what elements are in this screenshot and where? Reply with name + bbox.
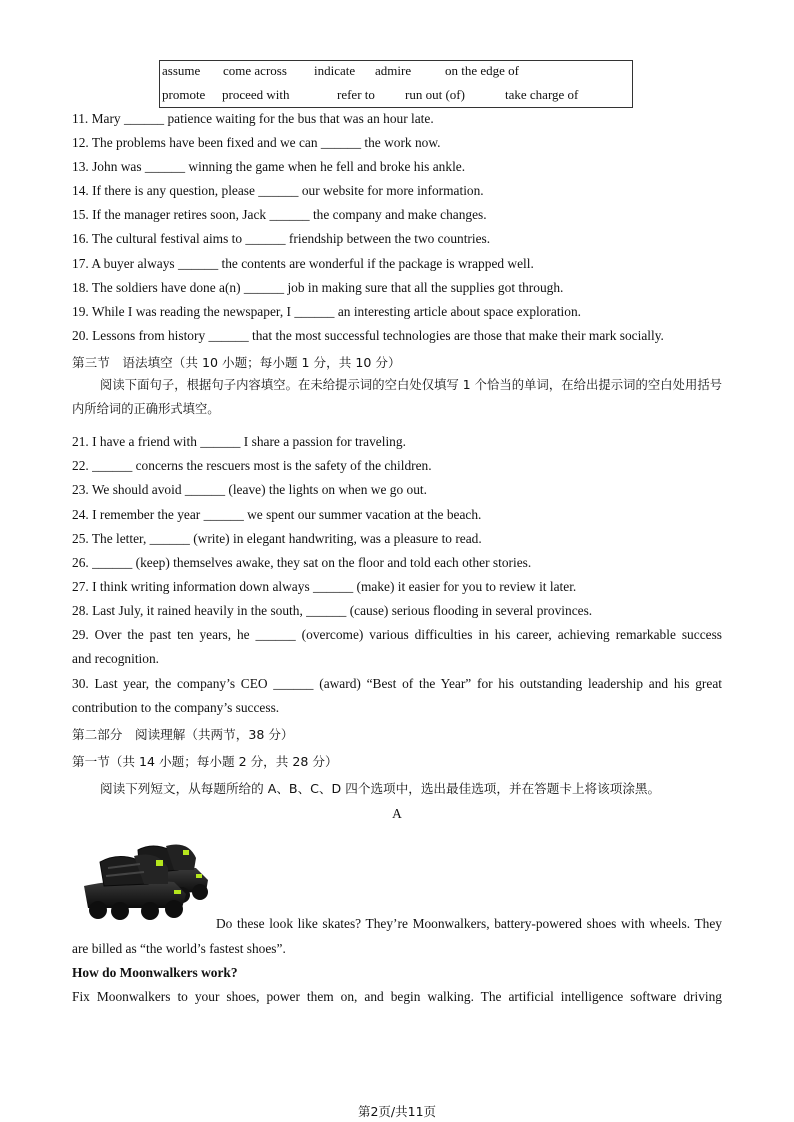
word-bank-item: run out (of)	[405, 87, 465, 102]
question-11: 11. Mary ______ patience waiting for the bus that was an hour late.	[72, 111, 434, 126]
word-bank-item: admire	[375, 63, 412, 78]
question-16: 16. The cultural festival aims to ______ friendship between the two countries.	[72, 231, 491, 246]
word-bank-item: assume	[162, 63, 201, 78]
question-19: 19. While I was reading the newspaper, I ______ an interesting article about space exploration.	[72, 304, 582, 319]
word-bank-item: refer to	[337, 87, 375, 102]
word-bank-item: on the edge of	[445, 63, 520, 78]
moonwalkers-image	[78, 828, 216, 920]
question-24: 24. I remember the year ______ we spent our summer vacation at the beach.	[72, 507, 482, 522]
part2-section1-heading: 第一节（共 14 小题；每小题 2 分，共 28 分）	[72, 754, 338, 769]
word-bank-item: come across	[223, 63, 287, 78]
passage-intro-line1: Do these look like skates? They’re Moonwalkers, battery-powered shoes with wheels. They	[216, 916, 722, 931]
question-15: 15. If the manager retires soon, Jack ______ the company and make changes.	[72, 207, 487, 222]
page-number: 第2页/共11页	[357, 1104, 437, 1119]
question-30-line1: 30. Last year, the company’s CEO ______ (award) “Best of the Year” for his outstanding leadership and his great	[72, 676, 722, 691]
question-30-line2: contribution to the company’s success.	[72, 700, 280, 715]
question-23: 23. We should avoid ______ (leave) the lights on when we go out.	[72, 482, 427, 497]
passage-subheading: How do Moonwalkers work?	[72, 965, 238, 980]
word-bank-item: proceed with	[222, 87, 290, 102]
word-bank-item: indicate	[314, 63, 356, 78]
question-20: 20. Lessons from history ______ that the most successful technologies are those that make their mark socially.	[72, 328, 664, 343]
question-29-line1: 29. Over the past ten years, he ______ (overcome) various difficulties in his career, achieving remarkable success	[72, 627, 722, 642]
section3-heading: 第三节 语法填空（共 10 小题；每小题 1 分，共 10 分）	[72, 355, 401, 370]
question-12: 12. The problems have been fixed and we can ______ the work now.	[72, 135, 441, 150]
word-bank-item: promote	[162, 87, 206, 102]
question-26: 26. ______ (keep) themselves awake, they sat on the floor and told each other stories.	[72, 555, 532, 570]
question-29-line2: and recognition.	[72, 651, 160, 666]
question-22: 22. ______ concerns the rescuers most is the safety of the children.	[72, 458, 432, 473]
part2-heading: 第二部分 阅读理解（共两节，38 分）	[72, 727, 294, 742]
word-bank-item: take charge of	[505, 87, 579, 102]
question-14: 14. If there is any question, please ______ our website for more information.	[72, 183, 484, 198]
question-21: 21. I have a friend with ______ I share a passion for traveling.	[72, 434, 406, 449]
word-bank-box	[159, 60, 633, 108]
passage-body-line1: Fix Moonwalkers to your shoes, power them on, and begin walking. The artificial intelligence software driving	[72, 989, 722, 1004]
question-17: 17. A buyer always ______ the contents are wonderful if the package is wrapped well.	[72, 256, 534, 271]
question-25: 25. The letter, ______ (write) in elegant handwriting, was a pleasure to read.	[72, 531, 482, 546]
passage-intro-line2: are billed as “the world’s fastest shoes”.	[72, 941, 286, 956]
question-18: 18. The soldiers have done a(n) ______ job in making sure that all the supplies got through.	[72, 280, 564, 295]
question-13: 13. John was ______ winning the game when he fell and broke his ankle.	[72, 159, 466, 174]
question-28: 28. Last July, it rained heavily in the south, ______ (cause) serious flooding in several provinces.	[72, 603, 593, 618]
question-27: 27. I think writing information down always ______ (make) it easier for you to review it later.	[72, 579, 577, 594]
passage-label: A	[392, 806, 402, 821]
part2-instruction: 阅读下列短文，从每题所给的 A、B、C、D 四个选项中，选出最佳选项，并在答题卡上将该项涂黑。	[100, 781, 661, 796]
section3-instruction: 阅读下面句子，根据句子内容填空。在未给提示词的空白处仅填写 1 个恰当的单词，在给出提示词的空白处用括号内所给词的正确形式填空。	[72, 378, 722, 416]
